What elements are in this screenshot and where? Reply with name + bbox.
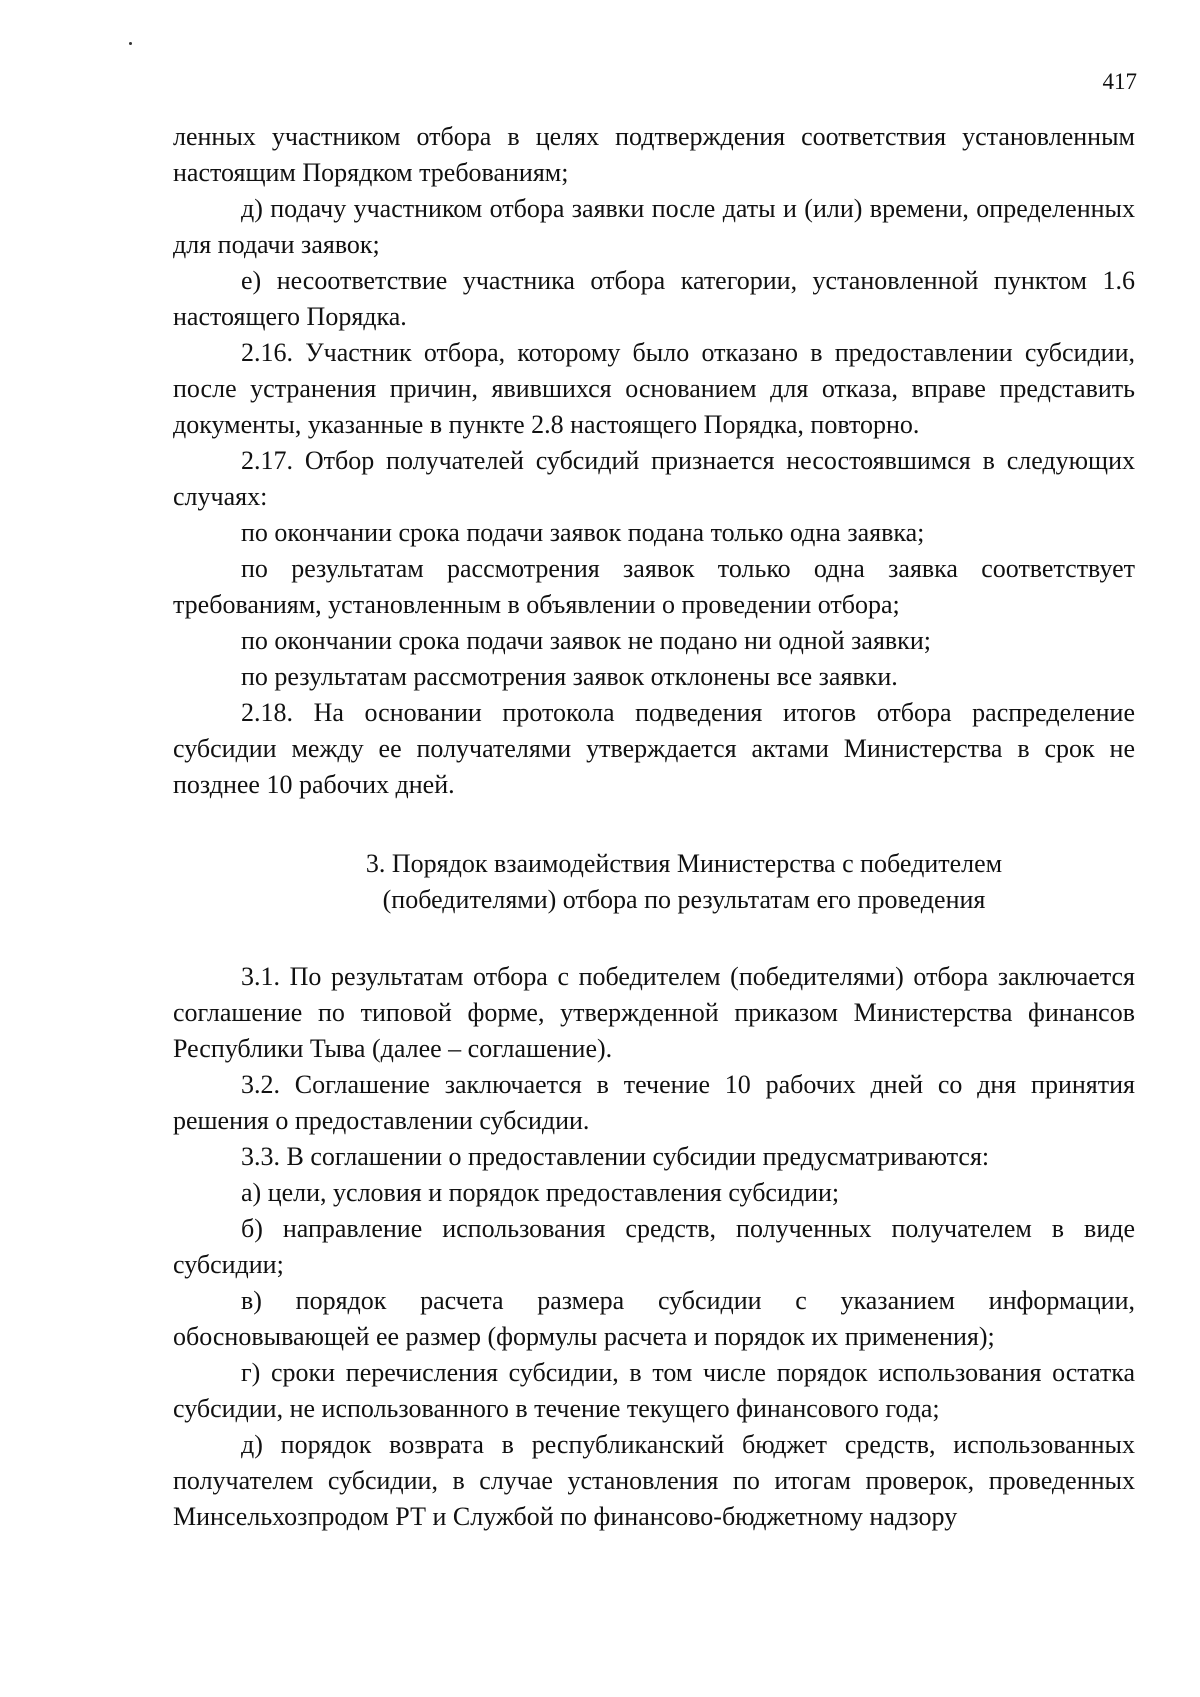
paragraph: г) сроки перечисления субсидии, в том числе порядок использования остатка субсидии, не использованного в течение текущего финансового года; [173, 1358, 1135, 1423]
paragraph: б) направление использования средств, полученных получателем в виде субсидии; [173, 1214, 1135, 1279]
page-number: 417 [1102, 69, 1137, 94]
section-heading-line-2: (победителями) отбора по результатам его проведения [382, 885, 986, 914]
section-heading [173, 846, 1135, 918]
paragraph: 3.3. В соглашении о предоставлении субсидии предусматриваются: [241, 1142, 990, 1171]
paragraph: по результатам рассмотрения заявок только одна заявка соответствует требованиям, установленным в объявлении о проведении отбора; [173, 554, 1135, 619]
section-heading-line-1: 3. Порядок взаимодействия Министерства с победителем [365, 849, 1003, 878]
document-body [173, 119, 1135, 1535]
paragraph: в) порядок расчета размера субсидии с указанием информации, обосновывающей ее размер (формулы расчета и порядок их применения); [173, 1286, 1135, 1351]
paragraph: д) подачу участником отбора заявки после даты и (или) времени, определенных для подачи заявок; [173, 194, 1135, 259]
scan-speck [129, 42, 132, 45]
paragraph: по результатам рассмотрения заявок отклонены все заявки. [241, 662, 898, 691]
paragraphs-before-heading [173, 119, 1135, 803]
paragraph: е) несоответствие участника отбора категории, установленной пунктом 1.6 настоящего Порядка. [173, 266, 1135, 331]
paragraph: 3.2. Соглашение заключается в течение 10 рабочих дней со дня принятия решения о предоставлении субсидии. [173, 1070, 1135, 1135]
paragraph: а) цели, условия и порядок предоставления субсидии; [241, 1178, 840, 1207]
paragraph: ленных участником отбора в целях подтверждения соответствия установленным настоящим Порядком требованиям; [173, 122, 1135, 187]
paragraph: по окончании срока подачи заявок не подано ни одной заявки; [241, 626, 931, 655]
paragraph: 2.16. Участник отбора, которому было отказано в предоставлении субсидии, после устранения причин, явившихся основанием для отказа, вправе представить документы, указанные в пункте 2.8 настоящего Порядка, повторно. [173, 338, 1135, 439]
paragraph: 2.17. Отбор получателей субсидий признается несостоявшимся в следующих случаях: [173, 446, 1135, 511]
paragraph: по окончании срока подачи заявок подана только одна заявка; [241, 518, 925, 547]
paragraphs-after-heading [173, 959, 1135, 1535]
paragraph: 3.1. По результатам отбора с победителем (победителями) отбора заключается соглашение по типовой форме, утвержденной приказом Министерства финансов Республики Тыва (далее – соглашение). [173, 962, 1135, 1063]
paragraph: д) порядок возврата в республиканский бюджет средств, использованных получателем субсидии, в случае установления по итогам проверок, проведенных Минсельхозпродом РТ и Службой по финансово-бюджетному надзору [173, 1430, 1135, 1531]
paragraph: 2.18. На основании протокола подведения итогов отбора распределение субсидии между ее получателями утверждается актами Министерства в срок не позднее 10 рабочих дней. [173, 698, 1135, 799]
